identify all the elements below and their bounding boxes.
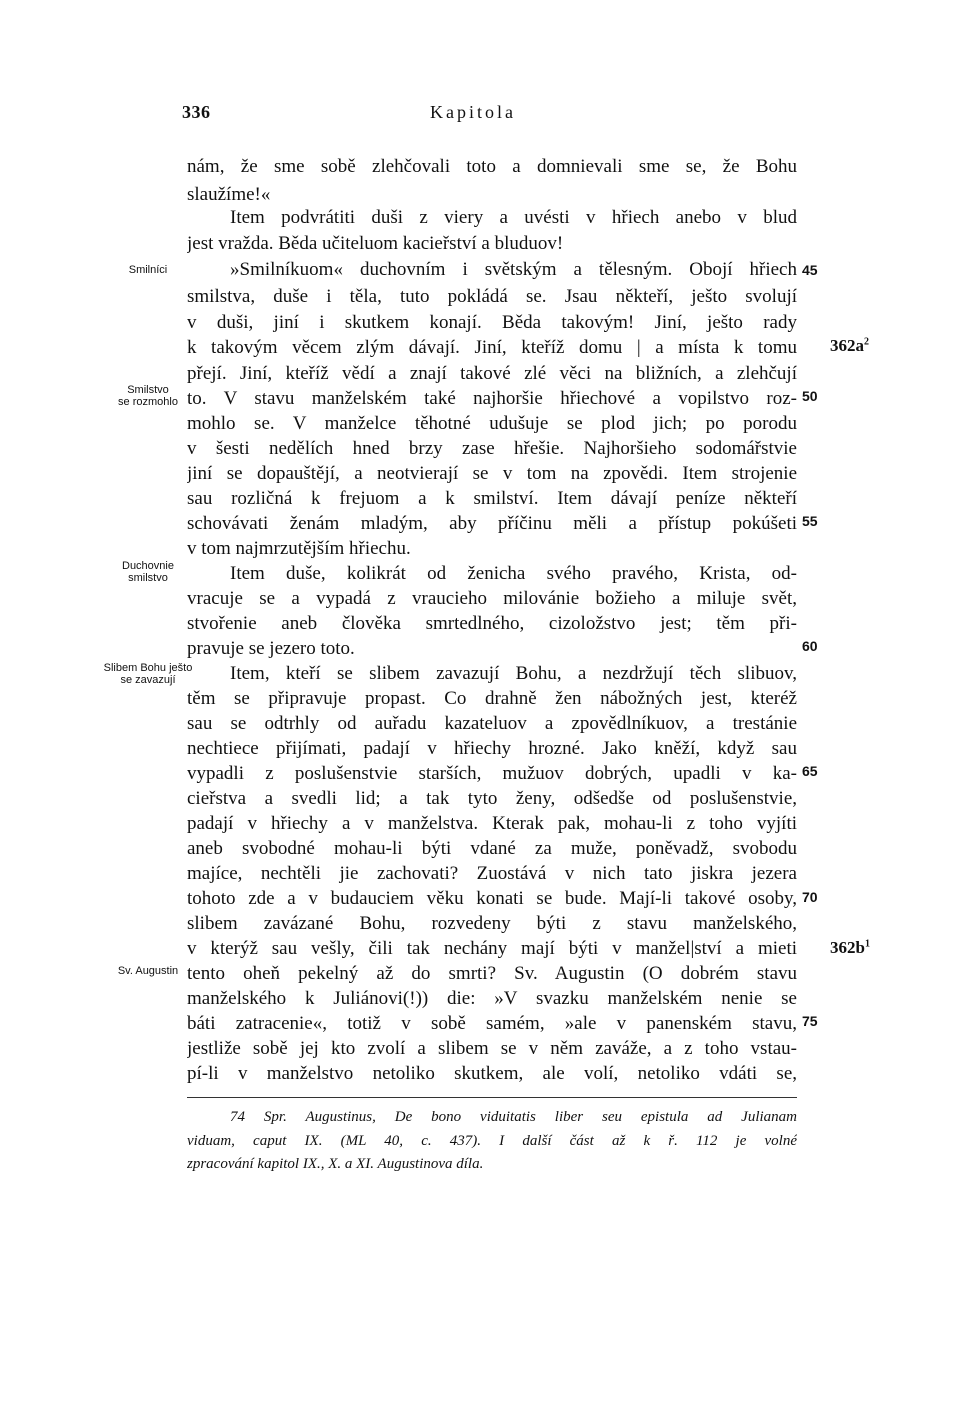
text-line: majíce, nechtěli jie zachovati? Zuostává v nich tato jiskra jezera — [187, 863, 797, 884]
folio-mark — [830, 938, 870, 958]
running-head: Kapitola — [430, 102, 516, 122]
text-line: vracuje se a vypadá z vraucieho milovánie božieho a miluje svět, — [187, 588, 797, 609]
text-line: jest vražda. Běda učiteluom kacieřství a bluduov! — [187, 233, 564, 254]
text-line: pravuje se jezero toto. — [187, 638, 355, 659]
line-number: 60 — [802, 638, 818, 654]
margin-note: Slibem Bohu ješto — [103, 662, 193, 674]
footnote-line: zpracování kapitol IX., X. a XI. Augustinova díla. — [187, 1156, 484, 1172]
margin-note: Duchovnie — [122, 560, 174, 572]
text-line: jiní se dopauštějí, a neotvierají se v tom na zpovědi. Item strojenie — [187, 463, 797, 484]
folio-mark-sup: 2 — [864, 336, 869, 348]
folio-mark-sup: 1 — [864, 938, 870, 950]
text-line: těm se připravuje propast. Co drahně žen nábožných jest, kteréž — [187, 688, 797, 709]
margin-note: Smilstvo — [127, 384, 169, 396]
line-number: 45 — [802, 262, 818, 278]
text-line: Item podvrátiti duši z viery a uvésti v hřiech anebo v blud — [230, 207, 797, 228]
text-line: cieřstva a svedli lid; a tak tyto ženy, odšedše od poslušenstvie, — [187, 788, 797, 809]
text-line: nám, že sme sobě zlehčovali toto a domnievali sme se, že Bohu — [187, 156, 797, 177]
text-line: báti zatracenie«, totiž v sobě samém, »ale v panenském stavu, — [187, 1013, 797, 1034]
footnote-rule — [187, 1097, 797, 1098]
text-line: sau se odtrhly od auřadu kazateluov a zpovědlníkuov, a trestánie — [187, 713, 797, 734]
text-line: nechtiece přijímati, padají v hřiechy hrozné. Jako kněží, když sau — [187, 738, 797, 759]
folio-mark-main: 362b — [830, 938, 865, 957]
text-line: slibem zavázané Bohu, rozvedeny býti z stavu manželského, — [187, 913, 797, 934]
footnote-line: viduam, caput IX. (ML 40, c. 437). I další část až k ř. 112 je volné — [187, 1133, 797, 1149]
margin-note: Smilníci — [128, 264, 168, 276]
text-line: v tom najmrzutějším hřiechu. — [187, 538, 411, 559]
folio-mark-main: 362a — [830, 336, 864, 355]
text-line: aneb svobodné mohau-li býti vdané za muže, poněvadž, svobodu — [187, 838, 797, 859]
text-line: stvořenie aneb člověka smrtedlného, cizoložstvo jest; těm při- — [187, 613, 797, 634]
text-line: v kterýž sau vešly, čili tak nechány mají býti v manžel|ství a mieti — [187, 938, 797, 959]
text-line: to. V stavu manželském také najhoršie hřiechové a vopilstvo roz- — [187, 388, 797, 409]
text-line: slaužíme!« — [187, 184, 271, 205]
text-line: »Smilníkuom« duchovním i světským a tělesným. Obojí hřiech — [230, 259, 797, 280]
text-line: tohoto zde a v budauciem věku konati se bude. Mají-li takové osoby, — [187, 888, 797, 909]
line-number: 55 — [802, 513, 818, 529]
line-number: 70 — [802, 889, 818, 905]
text-line: vypadli z poslušenstvie starších, mužuov dobrých, upadli v ka- — [187, 763, 797, 784]
text-line: Item duše, kolikrát od ženicha svého pravého, Krista, od- — [230, 563, 797, 584]
line-number: 65 — [802, 763, 818, 779]
text-line: sau rozličná k frejuom a k smilství. Item dávají peníze někteří — [187, 488, 797, 509]
text-line: pí-li v manželstvo netoliko skutkem, ale volí, netoliko vdáti se, — [187, 1063, 797, 1084]
text-line: mohlo se. V manželce těhotné udušuje se plod jich; po porodu — [187, 413, 797, 434]
text-line: manželského k Juliánovi(!)) die: »V svazku manželském nenie se — [187, 988, 797, 1009]
margin-note: se zavazují — [120, 674, 176, 686]
page-number: 336 — [182, 102, 211, 122]
text-line: Item, kteří se slibem zavazují Bohu, a nezdržují těch slibuov, — [230, 663, 797, 684]
text-line: přejí. Jiní, kteříž vědí a znají takové zlé věci na bližních, a zlehčují — [187, 363, 797, 384]
line-number: 75 — [802, 1013, 818, 1029]
text-line: smilstva, duše i těla, tuto pokládá se. Jsau někteří, ješto svolují — [187, 286, 797, 307]
line-number: 50 — [802, 388, 818, 404]
margin-note: se rozmohlo — [118, 396, 178, 408]
folio-mark — [830, 336, 869, 356]
margin-note: smilstvo — [128, 572, 168, 584]
text-line: k takovým věcem zlým dávají. Jiní, kteříž domu | a místa k tomu — [187, 337, 797, 358]
text-line: v šesti nedělích hned brzy zase hřešie. Najhoršieho sodomářstvie — [187, 438, 797, 459]
footnote-line: 74 Spr. Augustinus, De bono viduitatis liber seu epistula ad Julianam — [230, 1109, 797, 1125]
text-line: tento oheň pekelný až do smrti? Sv. Augustin (O dobrém stavu — [187, 963, 797, 984]
text-line: padají v hřiechy a v manželstva. Kterak pak, mohau-li z toho vyjíti — [187, 813, 797, 834]
page-header — [0, 102, 960, 132]
text-line: v duši, jiní i skutkem konají. Běda takovým! Jiní, ješto rady — [187, 312, 797, 333]
text-line: jestliže sobě jej kto zvolí a slibem se v něm zaváže, a z toho vstau- — [187, 1038, 797, 1059]
margin-note: Sv. Augustin — [117, 965, 179, 977]
text-line: schovávati ženám mladým, aby příčinu měli a přístup pokúšeti — [187, 513, 797, 534]
